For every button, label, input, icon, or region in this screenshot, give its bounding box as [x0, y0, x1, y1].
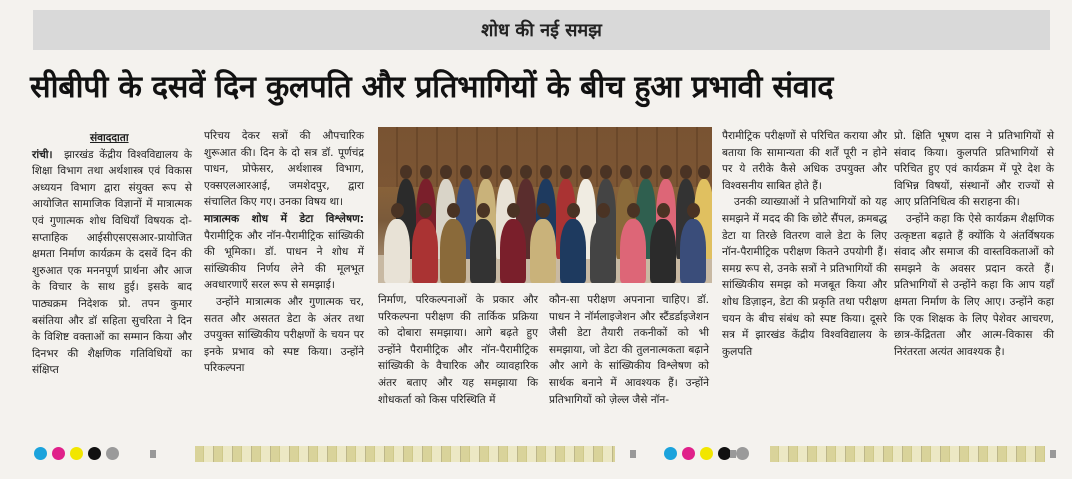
group-photo	[378, 127, 712, 283]
column-1-paragraph	[32, 147, 192, 379]
column-2-text-2: पैरामीट्रिक और नॉन-पैरामीट्रिक सांख्यिकी की भूमिका। डॉ. पाधन ने शोध में सांख्यिकीय निर्णय लेने की मूलभूत अवधारणाएँ सरल रूप से समझाई।	[204, 229, 364, 292]
photo-person-head	[567, 203, 580, 218]
photo-person-head	[500, 165, 512, 179]
article-column-2	[204, 128, 364, 377]
column-2-paragraph-2	[204, 211, 364, 294]
photo-person-head	[627, 203, 640, 218]
photo-person	[384, 219, 410, 283]
photo-person-head	[560, 165, 572, 179]
crop-mark	[630, 450, 636, 458]
photo-person	[470, 219, 496, 283]
subhead-data-analysis: मात्रात्मक शोध में डेटा विश्लेषण:	[204, 212, 364, 225]
photo-person-head	[660, 165, 672, 179]
article-column-6	[894, 128, 1054, 360]
registration-dot	[52, 447, 65, 460]
registration-dot	[88, 447, 101, 460]
column-6-paragraph-1: प्रो. क्षिति भूषण दास ने प्रतिभागियों से संवाद किया। कुलपति प्रतिभागियों से परिचित हुए एवं कार्यक्रम में पूरे देश के विभिन्न विषयों, संस्थानों और राज्यों से आए प्रतिनिधित्व की सराहना की।	[894, 130, 1054, 209]
photo-person-head	[460, 165, 472, 179]
photo-person	[590, 219, 616, 283]
column-4-paragraph: कौन-सा परीक्षण अपनाना चाहिए। डॉ. पाधन ने नॉर्मलाइजेशन और स्टैंडर्डाइजेशन जैसी डेटा तैयारी तकनीकों को भी समझाया, जो डेटा की तुलनात्मकता बढ़ाने और आगे के सांख्यिकीय विश्लेषण को सार्थक बनाने में आवश्यक हैं। उन्होंने प्रतिभागियों को ज़ेल्ल जैसे नॉन-	[549, 294, 709, 406]
column-5-paragraph-1: पैरामीट्रिक परीक्षणों से परिचित कराया और बताया कि सामान्यता की शर्तें पूरी न होने पर ये तरीके कैसे अधिक उपयुक्त और विश्वसनीय साबित होते हैं।	[722, 130, 887, 192]
column-5-paragraph-2: उनकी व्याख्याओं ने प्रतिभागियों को यह समझने में मदद की कि छोटे सैंपल, क्रमबद्ध डेटा या तिरछे वितरण वाले डेटा के लिए नॉन-पैरामीट्रिक परीक्षण कितने उपयोगी हैं। समग्र रूप से, उनके सत्रों ने प्रतिभागियों की सांख्यिकीय समझ को मजबूत किया और शोध डिज़ाइन, डेटा की प्रकृति तथा परीक्षण चयन के बीच संबंध को स्पष्ट किया। दूसरे सत्र में झारखंड केंद्रीय विश्वविद्यालय के कुलपति	[722, 196, 887, 358]
article-column-5	[722, 128, 887, 360]
photo-person	[560, 219, 586, 283]
photo-person-head	[657, 203, 670, 218]
photo-person-head	[540, 165, 552, 179]
photo-person-head	[400, 165, 412, 179]
photo-person	[530, 219, 556, 283]
photo-person-head	[440, 165, 452, 179]
photo-person	[680, 219, 706, 283]
photo-person-head	[698, 165, 710, 179]
column-6-paragraph-2: उन्होंने कहा कि ऐसे कार्यक्रम शैक्षणिक उत्कृष्टता बढ़ाते हैं क्योंकि ये अंतर्विषयक संवाद और समाज की वास्तविकताओं को समझने के अवसर प्रदान करते हैं। प्रतिभागियों से उन्होंने कहा कि आप यहाँ क्षमता निर्माण के लिए आए। उन्होंने कहा कि एक शिक्षक के लिए पेशेवर आचरण, छात्र-केंद्रितता और आत्म-विकास की निरंतरता अत्यंत आवश्यक है।	[894, 212, 1054, 358]
photo-person-head	[447, 203, 460, 218]
photo-person-head	[620, 165, 632, 179]
crop-mark	[730, 450, 736, 458]
photo-person-head	[419, 203, 432, 218]
registration-dot	[106, 447, 119, 460]
photo-person-head	[580, 165, 592, 179]
crop-mark	[1050, 450, 1056, 458]
adjacent-page-edge	[1055, 60, 1072, 460]
photo-person-head	[687, 203, 700, 218]
photo-person-head	[480, 165, 492, 179]
column-1-text: झारखंड केंद्रीय विश्वविद्यालय के शिक्षा विभाग तथा अर्थशास्त्र एवं विकास अध्ययन विभाग द्वारा संयुक्त रूप से आयोजित सामाजिक विज्ञानों में मात्रात्मक एवं गुणात्मक शोध विधियाँ विषयक दो-सप्ताहिक आईसीएसएसआर-प्रायोजित क्षमता निर्माण कार्यक्रम के दसवें दिन की शुरुआत एक मननपूर्ण प्रार्थना और आज के विचार के साथ हुई। इसके बाद पाठ्यक्रम निदेशक प्रो. तपन कुमार बसंतिया और डॉ सहिता सुचरिता ने दिन के विशिष्ट वक्ताओं का सम्मान किया और दिनभर की शैक्षणिक गतिविधियों का संक्षिप्त	[32, 148, 192, 377]
column-3-paragraph: निर्माण, परिकल्पनाओं के प्रकार और परिकल्पना परीक्षण की तार्किक प्रक्रिया को दोबारा समझाया। आगे बढ़ते हुए उन्होंने पैरामीट्रिक और नॉन-पैरामीट्रिक सांख्यिकी के वैचारिक और व्यावहारिक अंतर बताए और यह समझाया कि शोधकर्ता को किस परिस्थिति में	[378, 294, 538, 406]
photo-person-head	[600, 165, 612, 179]
dateline: रांची।	[32, 148, 53, 161]
registration-dot	[34, 447, 47, 460]
photo-person	[500, 219, 526, 283]
section-kicker-text: शोध की नई समझ	[481, 20, 602, 41]
registration-dot	[700, 447, 713, 460]
photo-person-head	[420, 165, 432, 179]
crop-mark	[150, 450, 156, 458]
registration-dot	[664, 447, 677, 460]
registration-dot	[682, 447, 695, 460]
color-calibration-strip-right	[770, 446, 1045, 462]
photo-person	[650, 219, 676, 283]
byline: संवाददाता	[90, 132, 129, 144]
photo-person-head	[520, 165, 532, 179]
photo-person-head	[537, 203, 550, 218]
photo-person	[412, 219, 438, 283]
photo-person-head	[477, 203, 490, 218]
registration-dot	[736, 447, 749, 460]
column-2-paragraph-1: परिचय देकर सत्रों की औपचारिक शुरूआत की। दिन के दो सत्र डॉ. पूर्णचंद्र पाधन, प्रोफेसर, अर्थशास्त्र विभाग, एक्सएलआरआई, जमशेदपुर, द्वारा संचालित किए गए। उनका विषय था।	[204, 130, 364, 209]
color-calibration-strip-left	[195, 446, 615, 462]
registration-dot	[70, 447, 83, 460]
section-kicker-banner	[33, 10, 1050, 50]
article-column-3	[378, 292, 538, 408]
photo-person-head	[680, 165, 692, 179]
photo-person-head	[507, 203, 520, 218]
photo-person-head	[640, 165, 652, 179]
column-2-paragraph-3: उन्होंने मात्रात्मक और गुणात्मक चर, सतत और असतत डेटा के अंतर तथा उपयुक्त सांख्यिकीय परीक्षणों के चयन पर इनके प्रभाव को स्पष्ट किया। उन्होंने परिकल्पना	[204, 295, 364, 375]
article-column-1	[32, 130, 192, 379]
article-headline: सीबीपी के दसवें दिन कुलपति और प्रतिभागियों के बीच हुआ प्रभावी संवाद	[30, 70, 834, 105]
photo-person-head	[391, 203, 404, 218]
photo-person	[620, 219, 646, 283]
photo-person-head	[597, 203, 610, 218]
article-column-4	[549, 292, 709, 408]
photo-person	[440, 219, 466, 283]
